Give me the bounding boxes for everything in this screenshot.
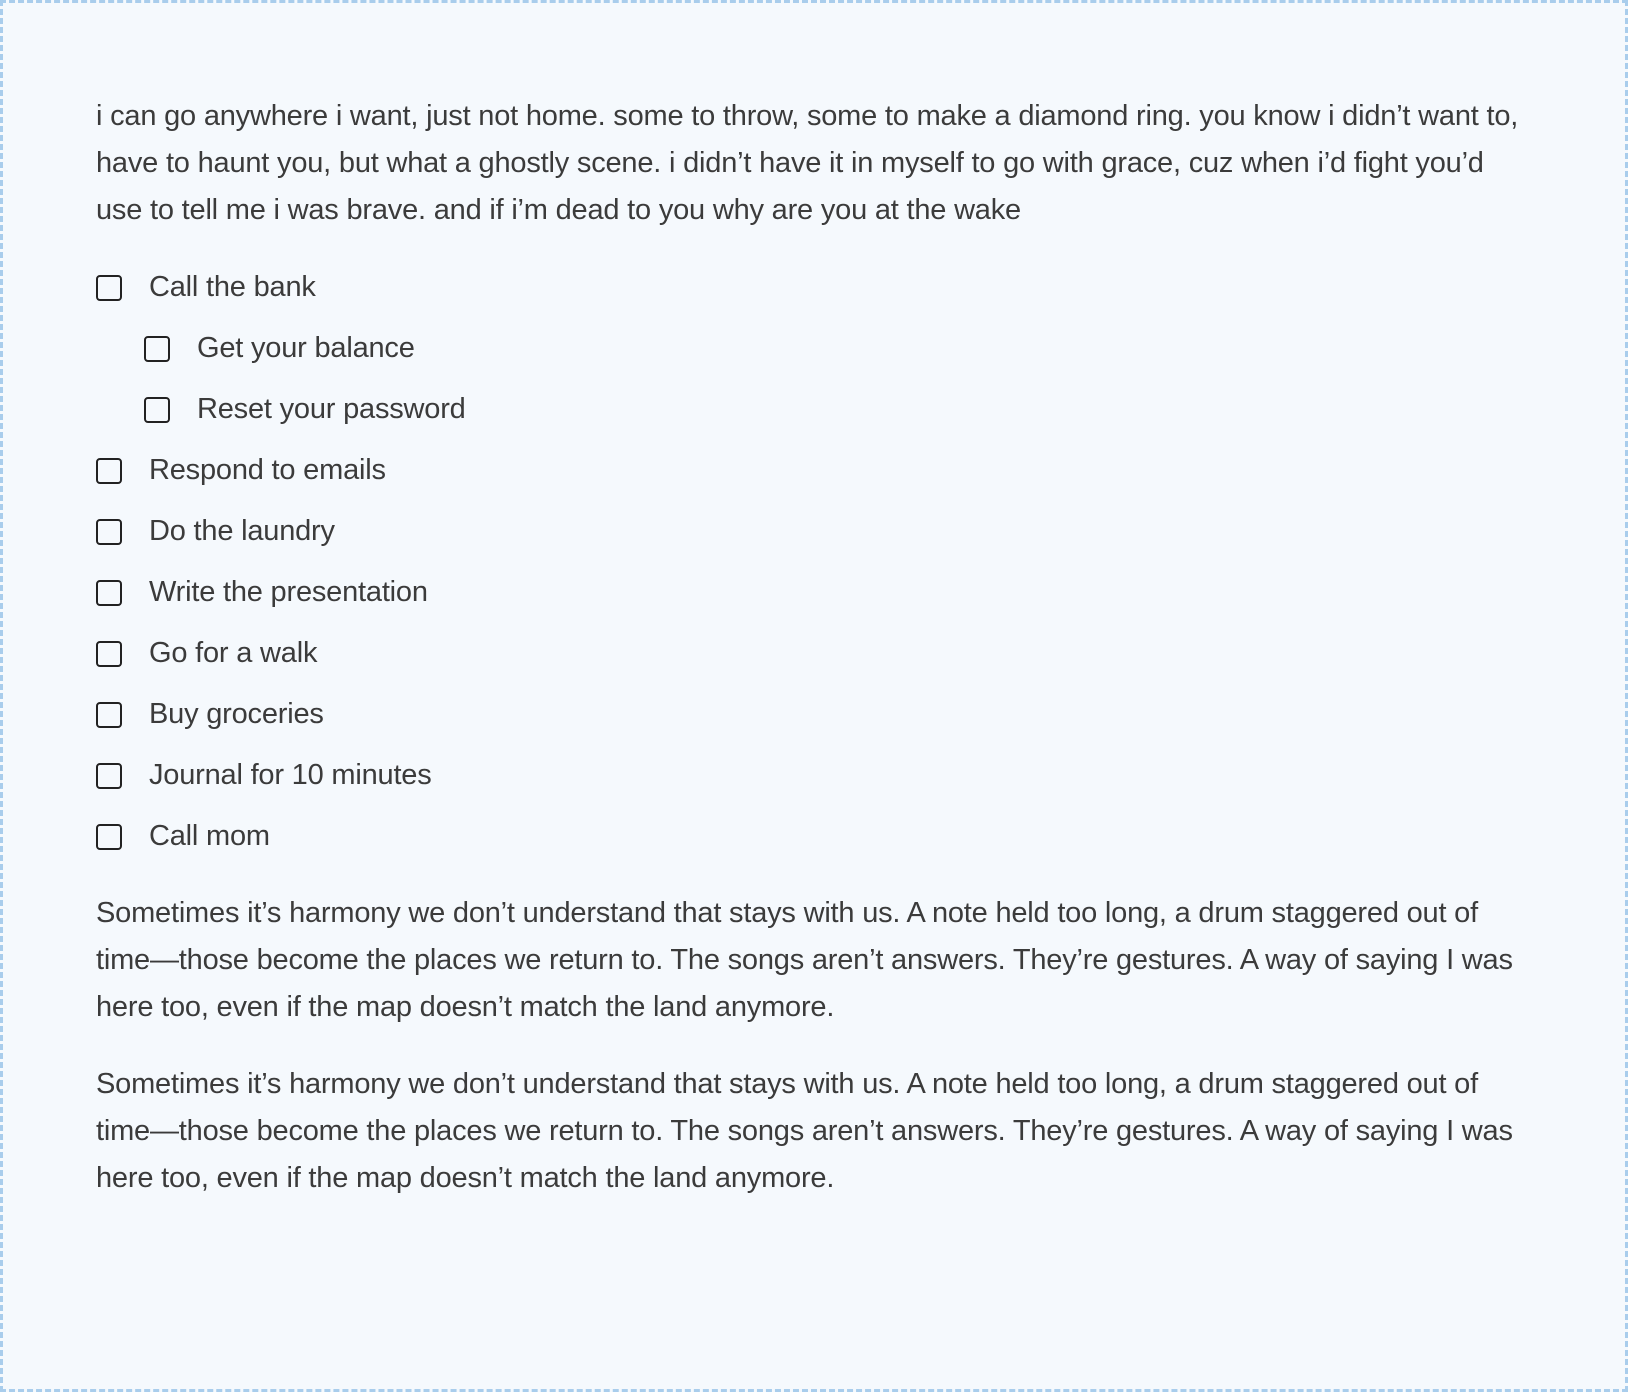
note-content (3, 3, 1625, 1272)
checklist-item-label: Write the presentation (149, 576, 428, 608)
checklist-item-label: Get your balance (197, 332, 415, 364)
checklist (96, 264, 1532, 860)
checklist-item (96, 813, 1532, 860)
checklist-item-label: Journal for 10 minutes (149, 759, 432, 791)
checkbox-unchecked-icon[interactable] (96, 275, 122, 301)
closing-paragraph-2: Sometimes it’s harmony we don’t understand that stays with us. A note held too long, a drum staggered out of time—those become the places we return to. The songs aren’t answers. They’re gestures. A way of saying I was here too, even if the map doesn’t match the land anymore. (96, 1068, 1513, 1194)
checklist-item (96, 569, 1532, 616)
checklist-item (96, 264, 1532, 311)
checklist-item-label: Go for a walk (149, 637, 318, 669)
checklist-item-label: Call the bank (149, 271, 316, 303)
checklist-item-label: Do the laundry (149, 515, 335, 547)
checkbox-unchecked-icon[interactable] (144, 336, 170, 362)
checkbox-unchecked-icon[interactable] (144, 397, 170, 423)
checkbox-unchecked-icon[interactable] (96, 824, 122, 850)
checklist-item-label: Reset your password (197, 393, 466, 425)
checklist-item (144, 386, 1532, 433)
closing-paragraph-1: Sometimes it’s harmony we don’t understand that stays with us. A note held too long, a drum staggered out of time—those become the places we return to. The songs aren’t answers. They’re gestures. A way of saying I was here too, even if the map doesn’t match the land anymore. (96, 897, 1513, 1023)
checkbox-unchecked-icon[interactable] (96, 763, 122, 789)
checklist-item (144, 325, 1532, 372)
checklist-item (96, 752, 1532, 799)
intro-paragraph: i can go anywhere i want, just not home. some to throw, some to make a diamond ring. you know i didn’t want to, have to haunt you, but what a ghostly scene. i didn’t have it in myself to go with grace, cuz when i’d fight you’d use to tell me i was brave. and if i’m dead to you why are you at the wake (96, 100, 1519, 226)
checkbox-unchecked-icon[interactable] (96, 702, 122, 728)
checklist-item (96, 630, 1532, 677)
checkbox-unchecked-icon[interactable] (96, 580, 122, 606)
checkbox-unchecked-icon[interactable] (96, 641, 122, 667)
checklist-item-label: Buy groceries (149, 698, 324, 730)
checkbox-unchecked-icon[interactable] (96, 519, 122, 545)
checklist-item (96, 508, 1532, 555)
checklist-item (96, 447, 1532, 494)
checklist-item (96, 691, 1532, 738)
checklist-item-label: Call mom (149, 820, 270, 852)
checkbox-unchecked-icon[interactable] (96, 458, 122, 484)
checklist-item-label: Respond to emails (149, 454, 386, 486)
